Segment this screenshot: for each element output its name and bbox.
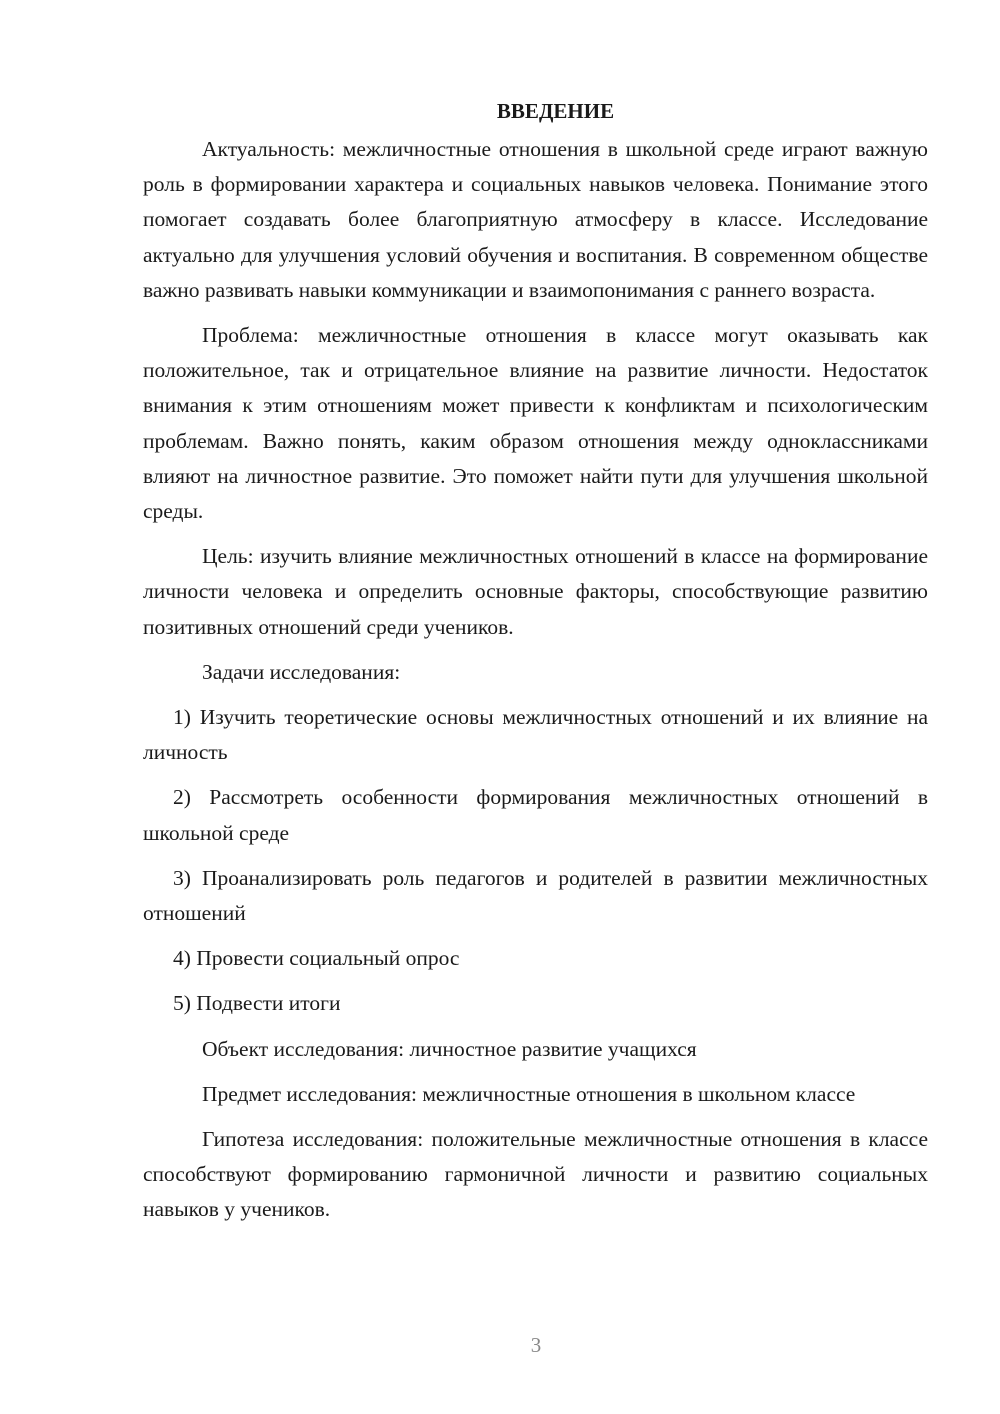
problem-paragraph: Проблема: межличностные отношения в классе могут оказывать как положительное, так и отрицательное влияние на развитие личности. Недостаток внимания к этим отношениям может привести к конфликтам и психологическим проблемам. Важно понять, каким образом отношения между одноклассниками влияют на личностное развитие. Это поможет найти пути для улучшения школьной среды. xyxy=(143,323,928,524)
hypothesis-paragraph: Гипотеза исследования: положительные межличностные отношения в классе способствуют формированию гармоничной личности и развитию социальных навыков у учеников. xyxy=(143,1127,928,1222)
task-item: 4) Провести социальный опрос xyxy=(173,946,460,971)
tasks-heading: Задачи исследования: xyxy=(202,659,401,684)
goal-paragraph: Цель: изучить влияние межличностных отношений в классе на формирование личности человека и определить основные факторы, способствующие развитию позитивных отношений среди учеников. xyxy=(143,544,928,639)
task-item: 1) Изучить теоретические основы межличностных отношений и их влияние на личность xyxy=(143,705,928,765)
section-title: ВВЕДЕНИЕ xyxy=(496,99,615,123)
document-page xyxy=(143,96,928,1238)
task-item: 3) Проанализировать роль педагогов и родителей в развитии межличностных отношений xyxy=(143,865,928,926)
task-item: 5) Подвести итоги xyxy=(173,991,341,1016)
task-item: 2) Рассмотреть особенности формирования межличностных отношений в школьной среде xyxy=(143,785,928,845)
object-paragraph: Объект исследования: личностное развитие учащихся xyxy=(202,1036,697,1061)
relevance-paragraph: Актуальность: межличностные отношения в школьной среде играют важную роль в формировании характера и социальных навыков человека. Понимание этого помогает создавать более благоприятную атмосферу в классе. Исследование актуально для улучшения условий обучения и воспитания. В современном обществе важно развивать навыки коммуникации и взаимопонимания с раннего возраста. xyxy=(143,137,928,302)
page-number: 3 xyxy=(530,1333,542,1357)
subject-paragraph: Предмет исследования: межличностные отношения в школьном классе xyxy=(202,1081,856,1106)
